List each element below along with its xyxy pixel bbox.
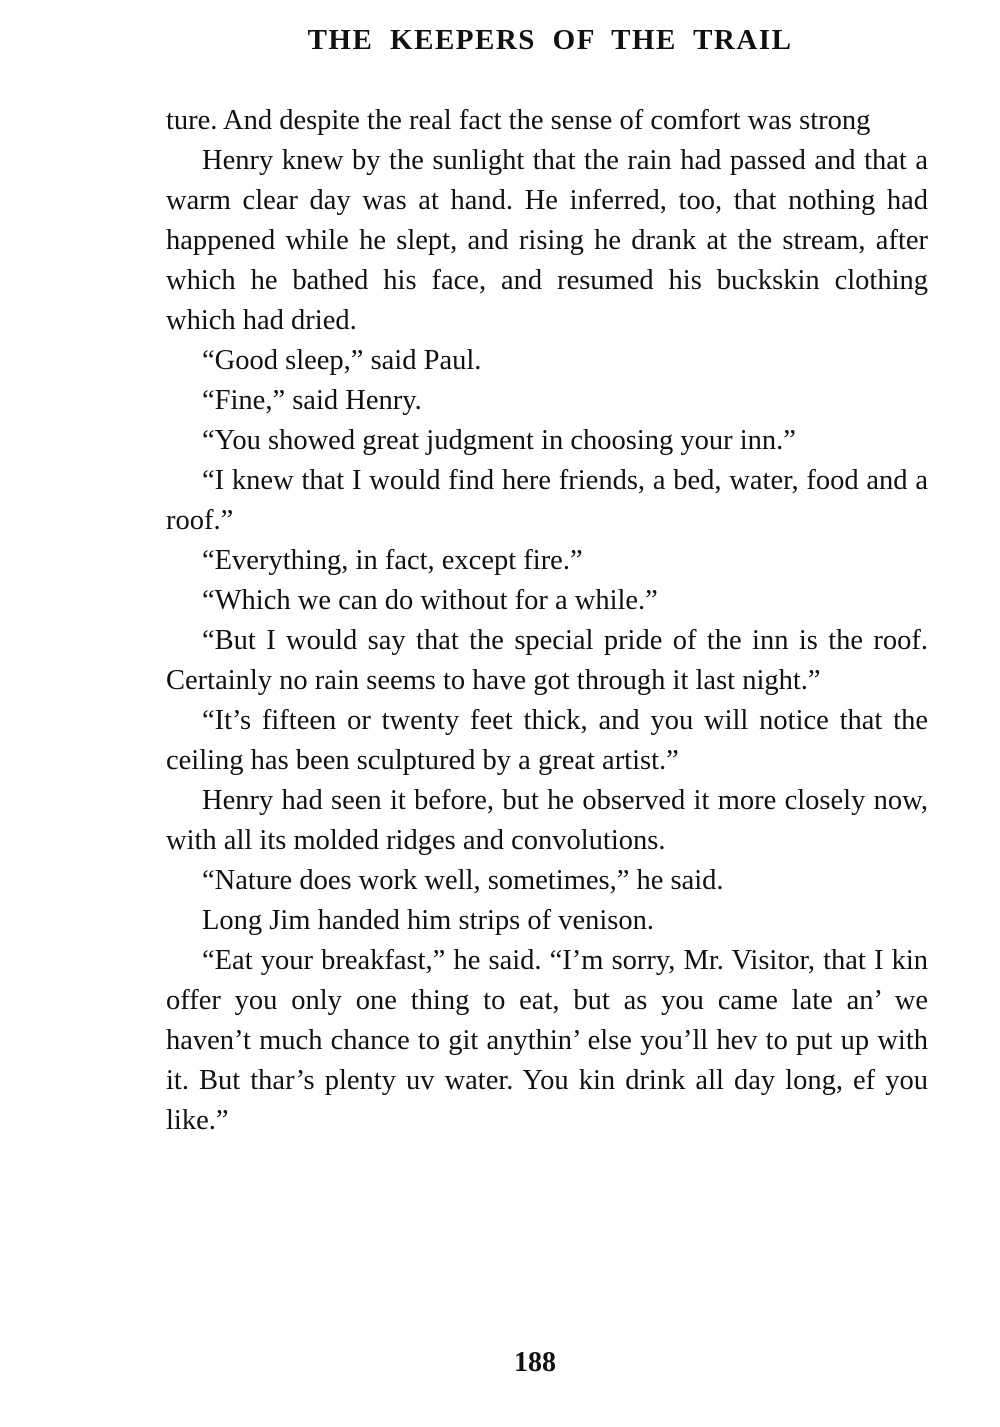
- paragraph: Henry had seen it before, but he observed it more closely now, with all its molded ridges and convolutions.: [166, 785, 928, 856]
- paragraph: “It’s fifteen or twenty feet thick, and you will notice that the ceiling has been sculptured by a great artist.”: [166, 705, 928, 776]
- page-number: 188: [514, 1347, 556, 1378]
- paragraph: “I knew that I would find here friends, a bed, water, food and a roof.”: [166, 465, 928, 536]
- paragraph: “Nature does work well, sometimes,” he said.: [202, 865, 724, 896]
- paragraph: “Good sleep,” said Paul.: [202, 345, 482, 376]
- paragraph: “Fine,” said Henry.: [202, 385, 422, 416]
- paragraph: “But I would say that the special pride of the inn is the roof. Certainly no rain seems to have got through it last night.”: [166, 625, 928, 696]
- paragraph: “Everything, in fact, except fire.”: [202, 545, 583, 576]
- paragraph: Henry knew by the sunlight that the rain had passed and that a warm clear day was at hand. He inferred, too, that nothing had happened while he slept, and rising he drank at the stream, after which he bathed his face, and resumed his buckskin clothing which had dried.: [166, 145, 928, 336]
- paragraph: “You showed great judgment in choosing your inn.”: [202, 425, 796, 456]
- paragraph: “Eat your breakfast,” he said. “I’m sorry, Mr. Visitor, that I kin offer you only one thing to eat, but as you came late an’ we haven’t much chance to git anythin’ else you’ll hev to put up with it. But thar’s plenty uv water. You kin drink all day long, ef you like.”: [166, 945, 928, 1136]
- paragraph: “Which we can do without for a while.”: [202, 585, 658, 616]
- running-head: THE KEEPERS OF THE TRAIL: [307, 24, 793, 56]
- paragraph: ture. And despite the real fact the sense of comfort was strong: [166, 105, 871, 136]
- paragraph: Long Jim handed him strips of venison.: [202, 905, 655, 936]
- body-text: [166, 101, 928, 1141]
